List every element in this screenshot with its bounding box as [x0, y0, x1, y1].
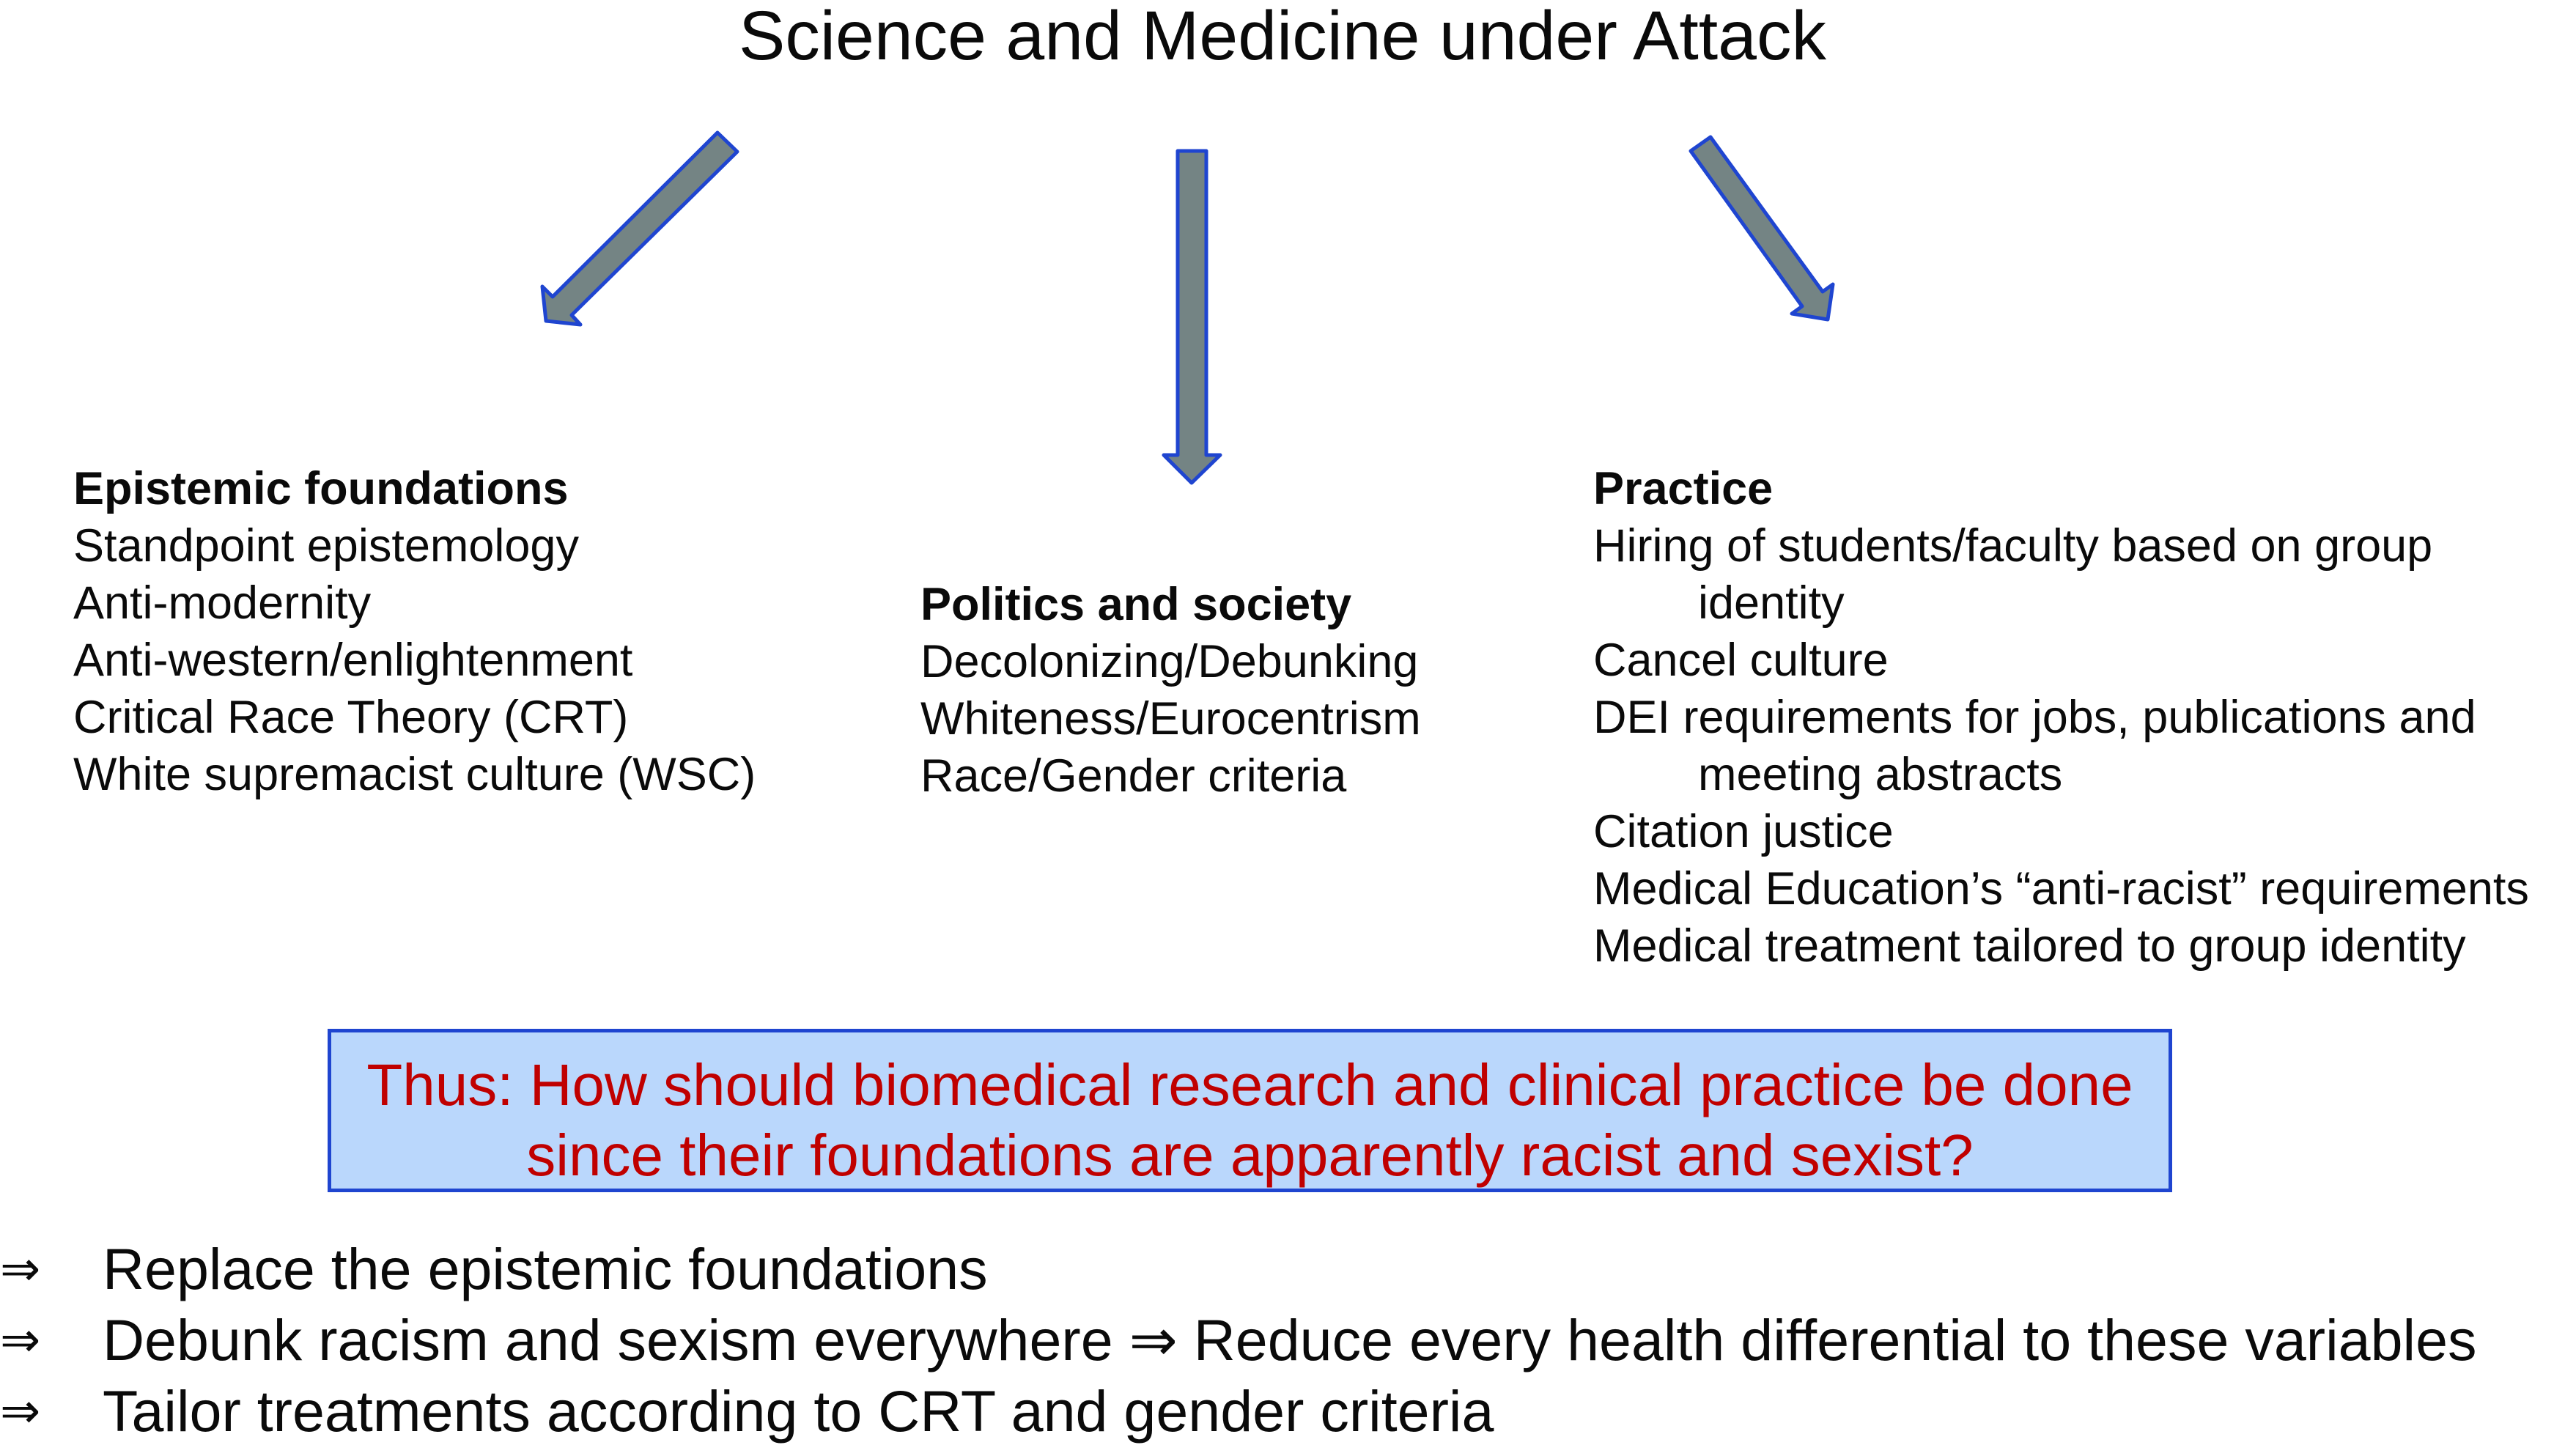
- list-item-continuation: identity: [1698, 577, 1845, 629]
- list-item: Whiteness/Eurocentrism: [920, 693, 1421, 744]
- arrow-down-icon: [1164, 151, 1220, 483]
- implies-arrow-icon: ⇒: [0, 1241, 41, 1297]
- diagram-title: Science and Medicine under Attack: [739, 0, 1826, 75]
- column-heading: Epistemic foundations: [73, 463, 569, 514]
- list-item: Critical Race Theory (CRT): [73, 692, 629, 743]
- list-item: Medical Education’s “anti-racist” requirements: [1593, 863, 2529, 914]
- list-item: Hiring of students/faculty based on group: [1593, 520, 2433, 572]
- list-item: Cancel culture: [1593, 635, 1889, 686]
- list-item: Race/Gender criteria: [920, 750, 1347, 802]
- conclusion-text: Debunk racism and sexism everywhere ⇒ Reduce every health differential to these variables: [103, 1307, 2477, 1372]
- arrow-down-left-icon: [542, 133, 737, 325]
- implies-arrow-icon: ⇒: [0, 1312, 41, 1368]
- list-item: Medical treatment tailored to group identity: [1593, 920, 2466, 972]
- conclusion-text: Replace the epistemic foundations: [103, 1236, 988, 1301]
- arrow-down-right-icon: [1691, 137, 1833, 319]
- list-item: Anti-western/enlightenment: [73, 635, 633, 686]
- column-practice: [1593, 460, 2529, 975]
- column-heading: Practice: [1593, 463, 1774, 514]
- callout-line: Thus: How should biomedical research and clinical practice be done: [366, 1052, 2133, 1117]
- list-item: DEI requirements for jobs, publications and: [1593, 692, 2476, 743]
- list-item: Standpoint epistemology: [73, 520, 579, 572]
- column-heading: Politics and society: [920, 579, 1352, 630]
- callout-line: since their foundations are apparently racist and sexist?: [526, 1123, 1974, 1188]
- list-item: Decolonizing/Debunking: [920, 636, 1419, 687]
- conclusion-text: Tailor treatments according to CRT and gender criteria: [103, 1378, 1494, 1444]
- list-item: White supremacist culture (WSC): [73, 749, 756, 800]
- implies-arrow-icon: ⇒: [0, 1383, 41, 1439]
- list-item: Anti-modernity: [73, 577, 372, 629]
- column-politics-and-society: [920, 576, 1421, 805]
- column-epistemic-foundations: [73, 460, 756, 803]
- list-item: Citation justice: [1593, 806, 1894, 857]
- conclusion-callout-box: [328, 1029, 2172, 1192]
- list-item-continuation: meeting abstracts: [1698, 749, 2063, 800]
- callout-question: [331, 1050, 2169, 1191]
